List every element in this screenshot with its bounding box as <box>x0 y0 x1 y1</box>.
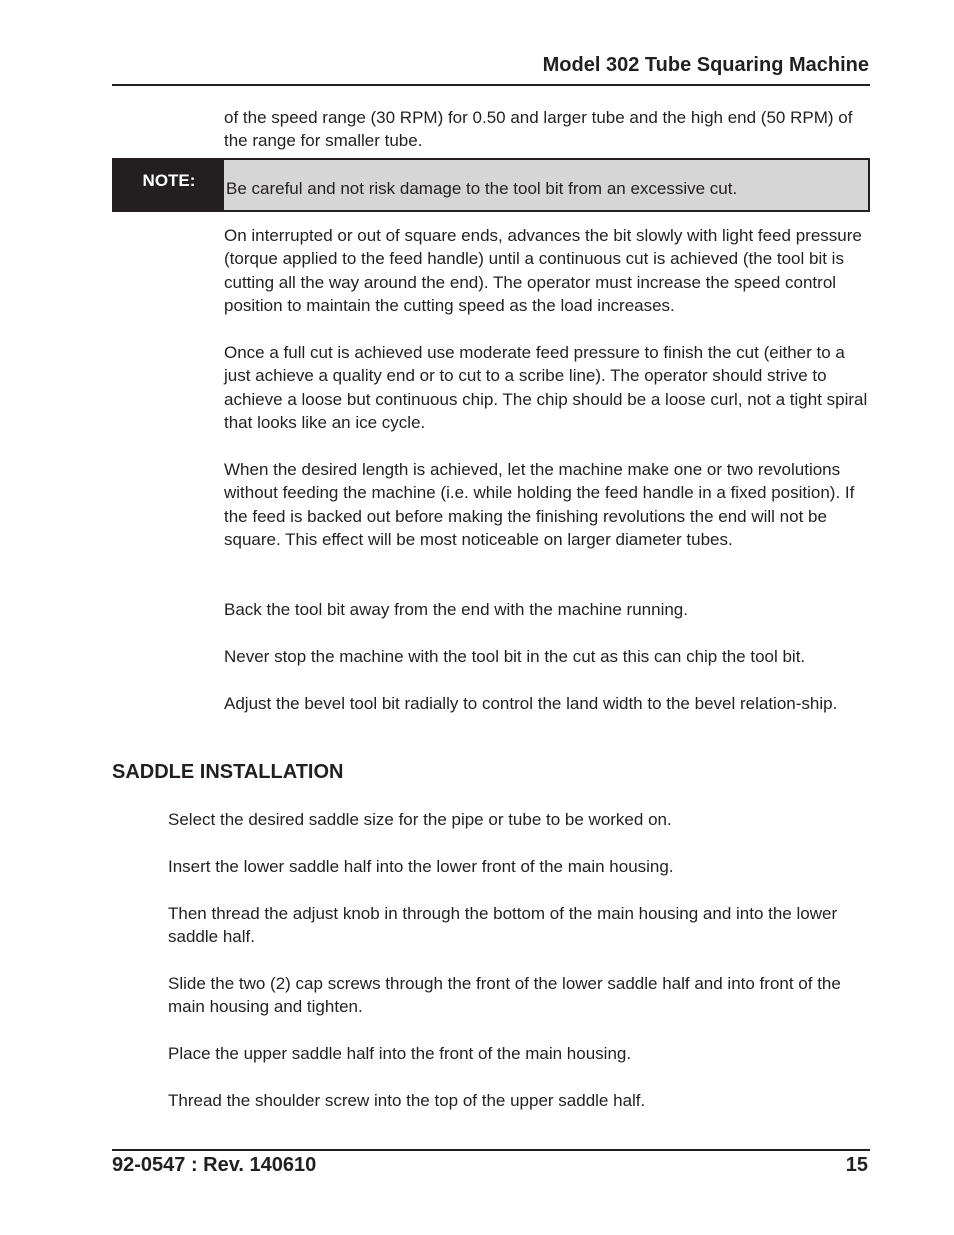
saddle-step: Thread the shoulder screw into the top of the upper saddle half. <box>168 1091 646 1110</box>
saddle-step: Insert the lower saddle half into the lower front of the main housing. <box>168 857 674 876</box>
footer-doc-number: 92-0547 : Rev. 140610 <box>112 1154 317 1176</box>
page-header-title: Model 302 Tube Squaring Machine <box>542 54 869 76</box>
body-paragraph: Back the tool bit away from the end with the machine running. <box>224 600 688 619</box>
body-paragraph: When the desired length is achieved, let the machine make one or two revolutions without feeding the machine (i.e. while holding the feed handle in a fixed position). If the feed is backed out before making the finishing revolutions the end will not be square. This effect will be most noticeable on larger diameter tubes. <box>224 460 855 549</box>
body-paragraph: On interrupted or out of square ends, advances the bit slowly with light feed pressure (torque applied to the feed handle) until a continuous cut is achieved (the tool bit is cutting all the way around the end). The operator must increase the speed control position to maintain the cutting speed as the load increases. <box>224 226 862 315</box>
note-callout <box>112 158 870 212</box>
saddle-step: Slide the two (2) cap screws through the front of the lower saddle half and into front of the main housing and tighten. <box>168 974 841 1017</box>
note-text: Be careful and not risk damage to the tool bit from an excessive cut. <box>226 179 738 198</box>
intro-paragraph: of the speed range (30 RPM) for 0.50 and larger tube and the high end (50 RPM) of the range for smaller tube. <box>224 108 853 151</box>
saddle-step: Place the upper saddle half into the front of the main housing. <box>168 1044 632 1063</box>
header-divider <box>112 84 870 86</box>
note-label <box>114 160 224 210</box>
section-heading-saddle-installation: SADDLE INSTALLATION <box>112 761 344 783</box>
body-paragraph: Never stop the machine with the tool bit in the cut as this can chip the tool bit. <box>224 647 806 666</box>
note-label-text: NOTE: <box>142 171 196 190</box>
footer-page-number: 15 <box>845 1154 868 1176</box>
footer-divider <box>112 1149 870 1151</box>
saddle-step: Then thread the adjust knob in through the bottom of the main housing and into the lower saddle half. <box>168 904 838 947</box>
body-paragraph: Adjust the bevel tool bit radially to control the land width to the bevel relation-ship. <box>224 694 838 713</box>
body-paragraph: Once a full cut is achieved use moderate feed pressure to finish the cut (either to a just achieve a quality end or to cut to a scribe line). The operator should strive to achieve a loose but continuous chip. The chip should be a loose curl, not a tight spiral that looks like an ice cycle. <box>224 343 868 432</box>
saddle-step: Select the desired saddle size for the pipe or tube to be worked on. <box>168 810 672 829</box>
